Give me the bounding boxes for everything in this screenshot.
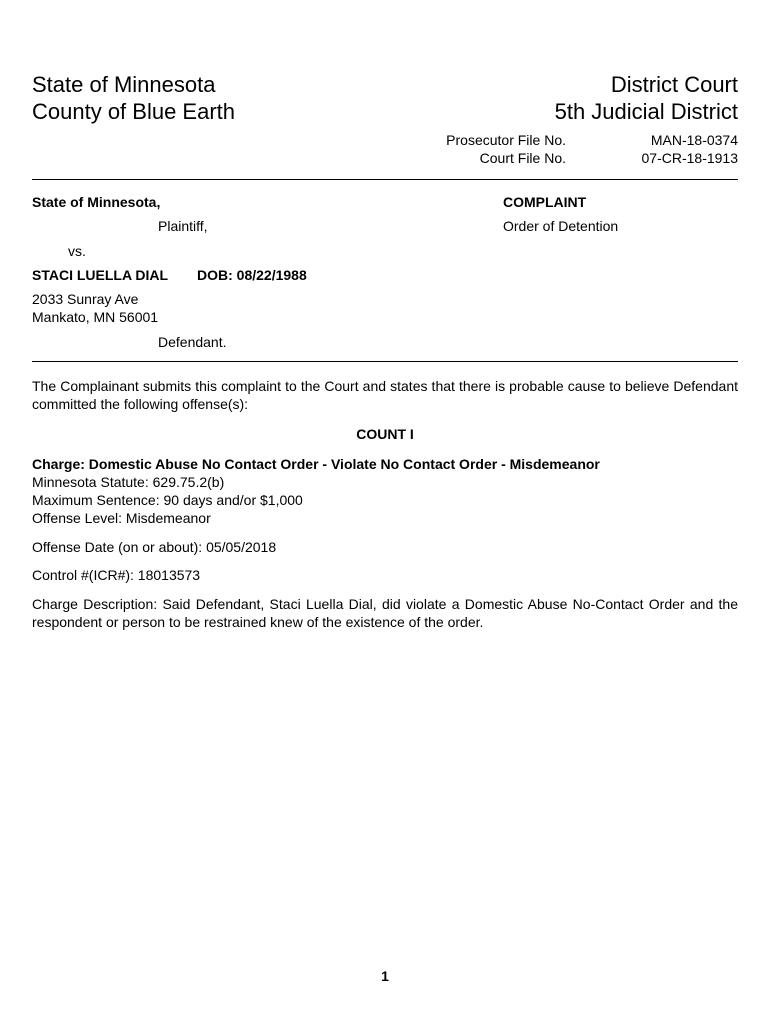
defendant-role: Defendant. [158, 334, 227, 350]
statute-line: Minnesota Statute: 629.75.2(b) [32, 474, 225, 490]
control-number-line: Control #(ICR#): 18013573 [32, 567, 201, 583]
defendant-name: STACI LUELLA DIAL [32, 267, 169, 283]
plaintiff-name: State of Minnesota, [32, 194, 161, 210]
prosecutor-file-number: MAN-18-0374 [650, 132, 738, 148]
offense-date-line: Offense Date (on or about): 05/05/2018 [32, 539, 277, 555]
prosecutor-file-label: Prosecutor File No. [446, 132, 566, 148]
court-heading: District Court [610, 72, 738, 97]
page-number: 1 [381, 968, 389, 984]
charge-description: Charge Description: Said Defendant, Staci Luella Dial, did violate a Domestic Abuse No-Contact Order and the respondent or person to be restrained knew of the existence of the order. [32, 596, 738, 630]
order-type: Order of Detention [503, 218, 619, 234]
district-heading: 5th Judicial District [554, 99, 738, 124]
defendant-address-line1: 2033 Sunray Ave [32, 291, 139, 307]
caption-divider [32, 361, 738, 362]
top-divider [32, 179, 738, 180]
document-type: COMPLAINT [503, 194, 587, 210]
state-heading: State of Minnesota [32, 72, 216, 97]
plaintiff-role: Plaintiff, [158, 218, 208, 234]
offense-level-line: Offense Level: Misdemeanor [32, 510, 211, 526]
defendant-dob: DOB: 08/22/1988 [197, 267, 307, 283]
county-heading: County of Blue Earth [32, 99, 236, 124]
charge-line: Charge: Domestic Abuse No Contact Order - Violate No Contact Order - Misdemeanor [32, 456, 600, 472]
versus-label: vs. [68, 243, 86, 259]
max-sentence-line: Maximum Sentence: 90 days and/or $1,000 [32, 492, 303, 508]
intro-paragraph: The Complainant submits this complaint to the Court and states that there is probable cause to believe Defendant committed the following offense(s): [32, 378, 738, 412]
court-file-number: 07-CR-18-1913 [641, 150, 738, 166]
count-title: COUNT I [356, 426, 414, 442]
defendant-address-line2: Mankato, MN 56001 [32, 309, 159, 325]
court-file-label: Court File No. [479, 150, 566, 166]
